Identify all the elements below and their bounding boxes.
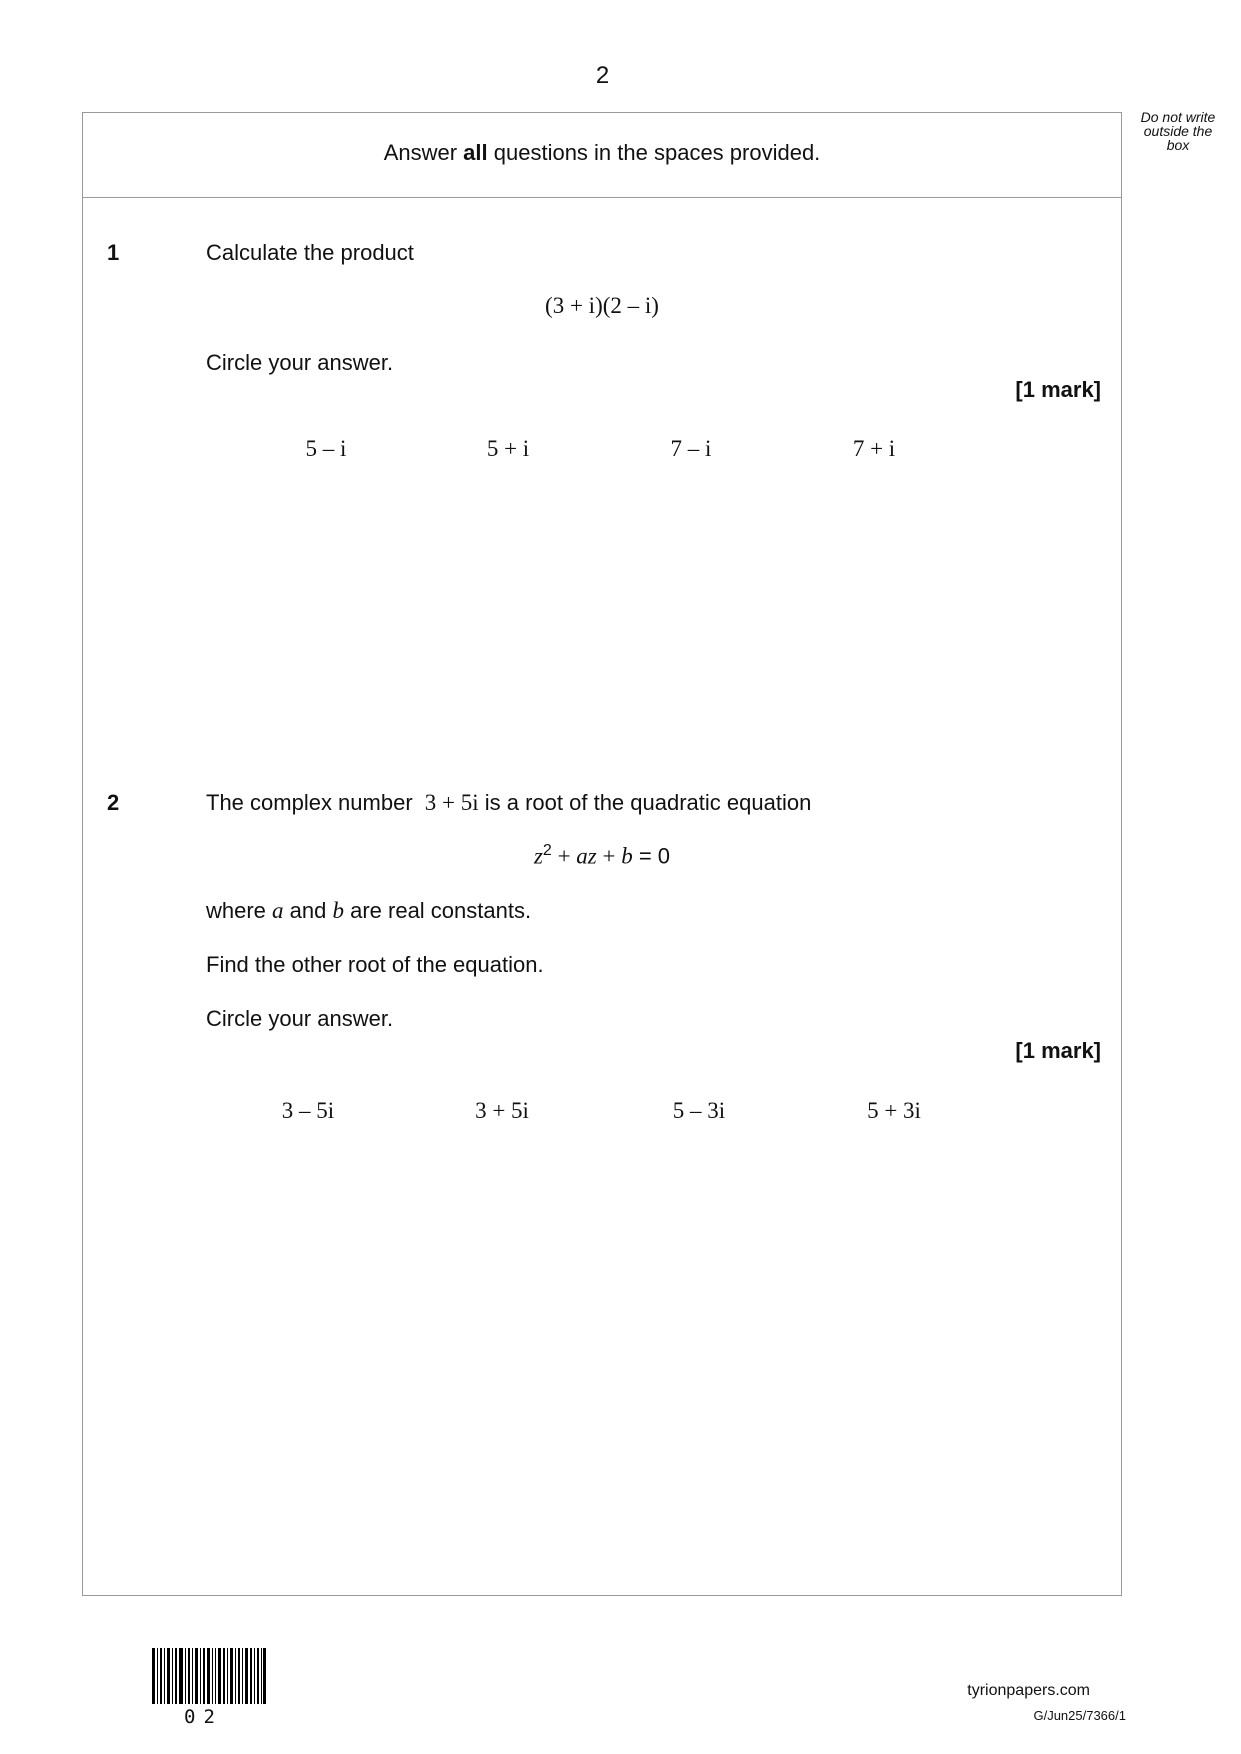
equation-plus: + [596, 843, 622, 869]
equation-plus: + [551, 843, 577, 869]
question-2-option[interactable]: 5 + 3i [867, 1098, 921, 1123]
instructions-suffix: questions in the spaces provided. [487, 140, 821, 165]
question-2-prompt [206, 790, 811, 816]
where-text: are real constants. [343, 898, 532, 923]
question-2-instruction: Circle your answer. [206, 1006, 394, 1031]
barcode-image [152, 1648, 266, 1704]
question-1-prompt: Calculate the product [206, 240, 414, 265]
question-1-option[interactable]: 5 – i [305, 436, 347, 461]
question-2-option[interactable]: 3 + 5i [475, 1098, 529, 1123]
where-text: where [206, 898, 273, 923]
question-1-number: 1 [107, 240, 120, 265]
equation-rhs: = 0 [632, 843, 671, 869]
page-number: 2 [595, 62, 610, 89]
where-b: b [332, 898, 344, 923]
equation-const-b: b [621, 843, 633, 869]
margin-note-line: outside the [1143, 123, 1213, 139]
question-1-marks: [1 mark] [1015, 377, 1101, 402]
question-2-marks: [1 mark] [1015, 1038, 1101, 1063]
instructions-prefix: Answer [383, 140, 464, 165]
paper-reference: G/Jun25/7366/1 [1033, 1708, 1126, 1723]
question-1-option[interactable]: 7 – i [670, 436, 712, 461]
where-text: and [283, 898, 333, 923]
equation-var-z: z [533, 843, 543, 869]
equation-exponent: 2 [542, 842, 552, 859]
instructions [83, 140, 1121, 166]
question-1-option[interactable]: 5 + i [486, 436, 530, 461]
margin-note-line: box [1166, 137, 1190, 153]
question-2-find: Find the other root of the equation. [206, 952, 544, 977]
question-1-option[interactable]: 7 + i [852, 436, 896, 461]
header-divider [83, 197, 1121, 198]
question-2-prompt-before: The complex number [206, 790, 419, 815]
instructions-bold: all [463, 140, 488, 165]
question-2-where [206, 898, 531, 924]
site-name: tyrionpapers.com [967, 1682, 1090, 1699]
equation-var-z: z [587, 843, 597, 869]
question-2-option[interactable]: 3 – 5i [281, 1098, 335, 1123]
equation-coef-a: a [576, 843, 588, 869]
where-a: a [272, 898, 284, 923]
margin-note-line: Do not write [1140, 109, 1216, 125]
question-2-equation [83, 842, 1121, 870]
question-2-prompt-math: 3 + 5i [424, 790, 479, 815]
question-2-prompt-after: is a root of the quadratic equation [478, 790, 812, 815]
question-1-instruction: Circle your answer. [206, 350, 394, 375]
question-2-option[interactable]: 5 – 3i [672, 1098, 726, 1123]
margin-note [1132, 110, 1224, 152]
barcode-digits: 02 [184, 1706, 223, 1728]
question-2-number: 2 [107, 790, 120, 815]
question-1-expression: (3 + i)(2 – i) [545, 293, 659, 318]
